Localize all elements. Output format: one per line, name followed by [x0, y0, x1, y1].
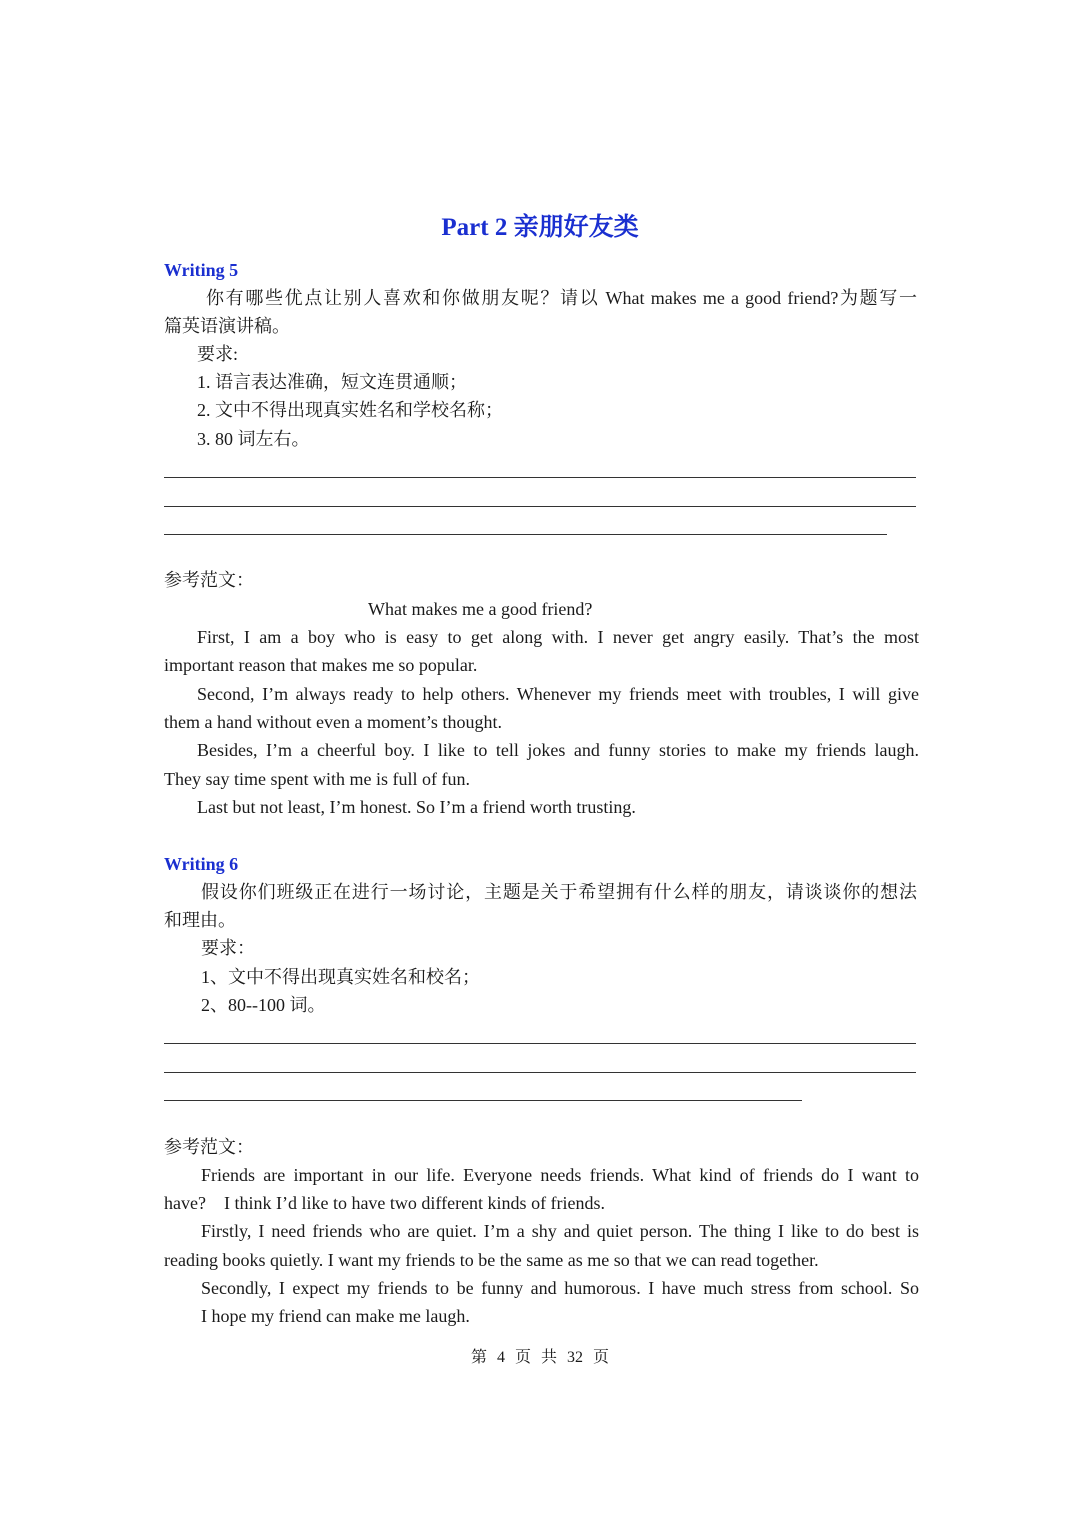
writing5-essay-title: What makes me a good friend? [368, 599, 593, 619]
writing5-paragraph1-line1: First, I am a boy who is easy to get along with. I never get angry easily. That’s the most [197, 627, 919, 647]
writing5-sample-label: 参考范文： [164, 570, 254, 590]
writing6-prompt-line1: 假设你们班级正在进行一场讨论，主题是关于希望拥有什么样的朋友，请谈谈你的想法 [201, 882, 917, 902]
writing5-paragraph4-line1: Last but not least, I’m honest. So I’m a friend worth trusting. [197, 797, 636, 817]
writing6-prompt-line2: 和理由。 [164, 910, 236, 930]
writing5-answer-line-2 [164, 506, 916, 507]
part-title: Part 2 亲朋好友类 [441, 214, 639, 241]
writing5-paragraph1-line2: important reason that makes me so popular. [164, 655, 478, 675]
writing6-paragraph3-line1: Secondly, I expect my friends to be funny and humorous. I have much stress from school. So [201, 1278, 919, 1298]
writing6-requirements-label: 要求： [201, 938, 255, 958]
writing6-paragraph2-line2: reading books quietly. I want my friends to be the same as me so that we can read together. [164, 1250, 819, 1270]
writing5-prompt-line1: 你有哪些优点让别人喜欢和你做朋友呢？请以 What makes me a good friend?为题写一 [206, 288, 917, 308]
writing6-paragraph1-line1: Friends are important in our life. Everyone needs friends. What kind of friends do I want to [201, 1165, 919, 1185]
writing5-heading: Writing 5 [164, 260, 239, 280]
writing6-requirement-2: 2、80--100 词。 [201, 995, 326, 1015]
writing5-requirement-1: 1. 语言表达准确，短文连贯通顺； [197, 372, 467, 392]
writing5-paragraph3-line1: Besides, I’m a cheerful boy. I like to tell jokes and funny stories to make my friends laugh. [197, 740, 919, 760]
writing6-paragraph1-line2: have? I think I’d like to have two different kinds of friends. [164, 1193, 606, 1213]
writing6-sample-label: 参考范文： [164, 1137, 254, 1157]
writing5-paragraph3-line2: They say time spent with me is full of fun. [164, 769, 470, 789]
page-footer: 第 4 页 共 32 页 [470, 1349, 609, 1366]
writing6-paragraph2-line1: Firstly, I need friends who are quiet. I’m a shy and quiet person. The thing I like to do best is [201, 1221, 919, 1241]
writing5-prompt-line2: 篇英语演讲稿。 [164, 316, 290, 336]
writing5-requirement-3: 3. 80 词左右。 [197, 429, 310, 449]
writing5-paragraph2-line2: them a hand without even a moment’s thought. [164, 712, 502, 732]
writing6-heading: Writing 6 [164, 854, 239, 874]
writing6-paragraph3-line2: I hope my friend can make me laugh. [201, 1306, 470, 1326]
writing5-requirements-label: 要求: [197, 344, 239, 364]
writing5-paragraph2-line1: Second, I’m always ready to help others. Whenever my friends meet with troubles, I will give [197, 684, 919, 704]
writing5-requirement-2: 2. 文中不得出现真实姓名和学校名称； [197, 400, 503, 420]
writing6-answer-line-1 [164, 1043, 916, 1044]
writing5-answer-line-3 [164, 534, 887, 535]
writing6-answer-line-2 [164, 1072, 916, 1073]
writing6-requirement-1: 1、文中不得出现真实姓名和校名； [201, 967, 480, 987]
writing5-answer-line-1 [164, 477, 916, 478]
writing6-answer-line-3 [164, 1100, 802, 1101]
